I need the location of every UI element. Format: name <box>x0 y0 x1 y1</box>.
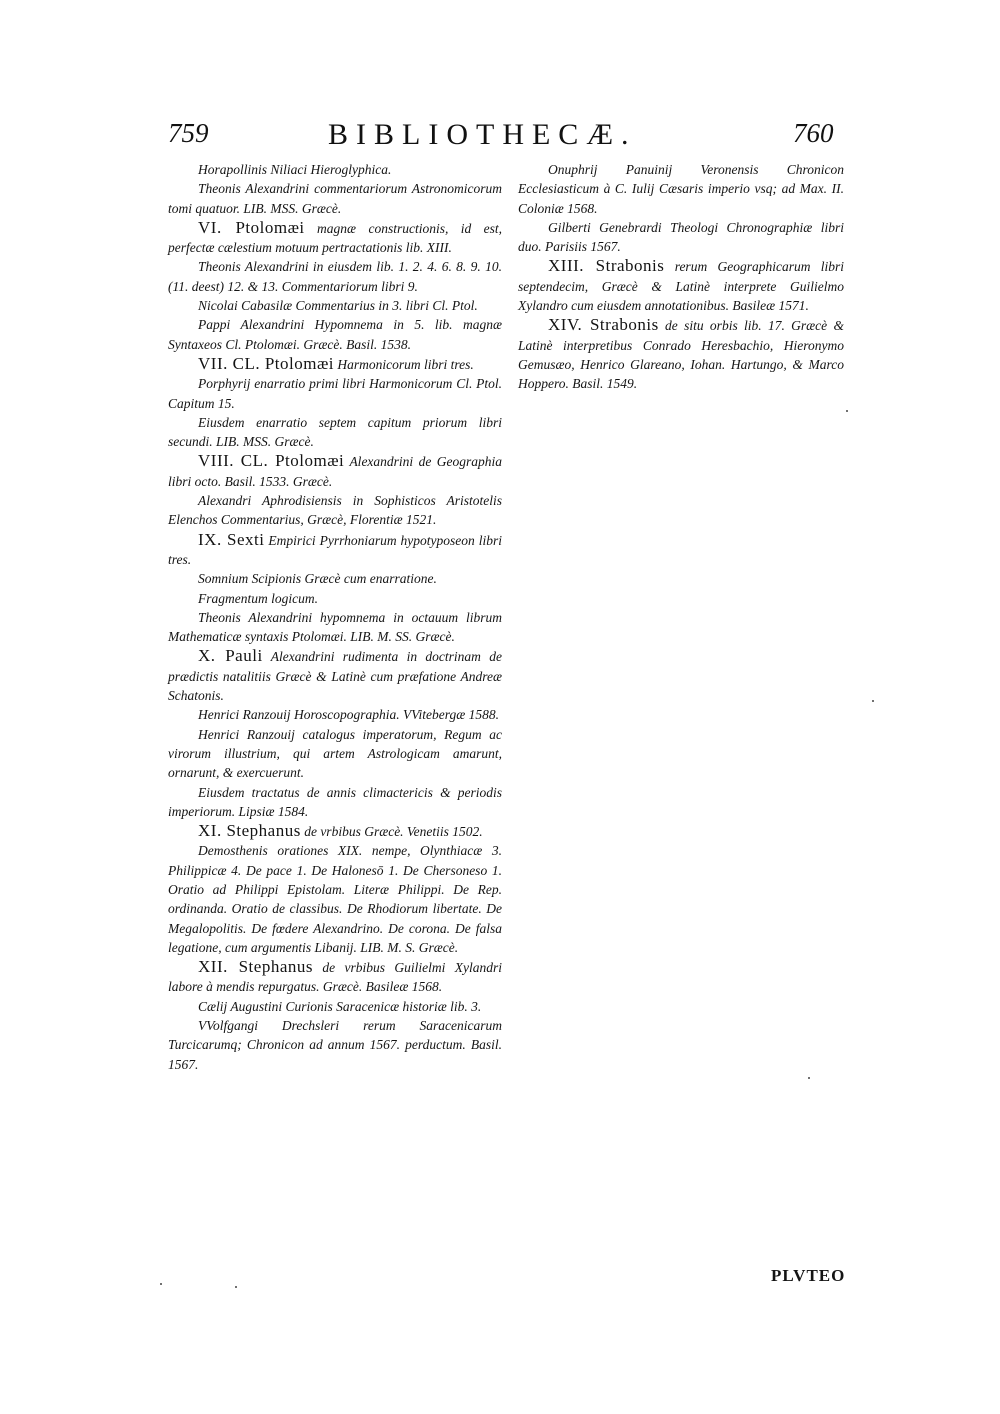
numbered-entry <box>168 821 502 841</box>
entry-number: XIV. Strabonis <box>548 315 659 335</box>
entry-text: Alexandri Aphrodisiensis in Sophisticos Aristotelis Elenchos Commentarius, Græcè, Florentiæ 1521. <box>168 493 502 528</box>
catalog-entry <box>168 783 502 822</box>
catchword: PLVTEO <box>771 1266 846 1285</box>
entry-text: de situ orbis lib. 17. Græcè & Latinè interpretibus Conrado Heresbachio, Hieronymo Gemusæo, Henrico Glareano, Iohan. Hartungo, & Marco Hoppero. Basil. 1549. <box>518 318 844 392</box>
entry-text: Eiusdem enarratio septem capitum priorum libri secundi. LIB. MSS. Græcè. <box>168 414 502 450</box>
catalog-entry <box>518 218 844 257</box>
entry-number: X. Pauli <box>198 646 263 666</box>
entry-text: Eiusdem tractatus de annis climactericis & periodis imperiorum. Lipsiæ 1584. <box>168 784 502 819</box>
entry-text: magnæ constructionis, id est, perfectæ cælestium motuum pertractationis lib. XIII. <box>168 220 503 256</box>
catalog-entry <box>518 160 844 218</box>
entry-number: IX. Sexti <box>198 529 265 549</box>
catalog-entry <box>168 296 502 315</box>
catalog-entry <box>168 160 502 179</box>
catalog-entry <box>168 608 502 647</box>
entry-text: Porphyrij enarratio primi libri Harmonicorum Cl. Ptol. Capitum 15. <box>168 376 502 411</box>
entry-text: Gilberti Genebrardi Theologi Chronographiæ libri duo. Parisiis 1567. <box>518 219 844 255</box>
catalog-entry <box>168 997 502 1016</box>
catalog-entry <box>168 179 502 218</box>
entry-number: VII. CL. Ptolomæi <box>198 353 335 373</box>
numbered-entry <box>168 646 502 705</box>
left-column <box>168 160 502 1074</box>
entry-text: VVolfgangi Drechsleri rerum Saracenicarum Turcicarumq; Chronicon ad annum 1567. perductum. Basil. 1567. <box>168 1018 502 1072</box>
entry-text: Theonis Alexandrini hypomnema in octauum librum Mathematicæ syntaxis Ptolomæi. LIB. M. SS. Græcè. <box>168 609 502 645</box>
entry-text: Alexandrini rudimenta in doctrinam de prædictis natalitiis Græcè & Latinè cum præfatione Andreæ Schatonis. <box>168 649 502 704</box>
catalog-entry <box>168 374 502 413</box>
entry-text: Harmonicorum libri tres. <box>334 356 474 372</box>
entry-text: Fragmentum logicum. <box>198 590 318 606</box>
catalog-entry <box>168 1016 502 1074</box>
numbered-entry <box>168 218 502 258</box>
entry-text: Onuphrij Panuinij Veronensis Chronicon Ecclesiasticum à C. Iulij Cæsaris imperio vsq; ad Max. II. Coloniæ 1568. <box>518 162 844 216</box>
catalog-entry <box>168 413 502 452</box>
entry-text: Henrici Ranzouij Horoscopographia. VVitebergæ 1588. <box>198 707 499 723</box>
entry-text: rerum Geographicarum libri septendecim, Græcè & Latinè interprete Guilielmo Xylandro cum eiusdem annotationibus. Basileæ 1571. <box>518 259 845 314</box>
catalog-entry <box>168 725 502 783</box>
numbered-entry <box>168 451 502 491</box>
numbered-entry <box>518 315 844 393</box>
catalog-entry <box>168 705 502 724</box>
entry-text: de vrbibus Guilielmi Xylandri labore à mendis repurgatus. Græcè. Basileæ 1568. <box>168 960 503 995</box>
catalog-entry <box>168 589 502 608</box>
catalog-entry <box>168 491 502 530</box>
scan-speck <box>235 1286 237 1288</box>
entry-text: Theonis Alexandrini commentariorum Astronomicorum tomi quatuor. LIB. MSS. Græcè. <box>168 181 502 216</box>
entry-text: Cælij Augustini Curionis Saracenicæ historiæ lib. 3. <box>198 998 482 1014</box>
page-number-left: 759 <box>168 118 209 148</box>
numbered-entry <box>168 957 502 997</box>
catalog-entry <box>168 569 502 588</box>
catalog-entry <box>168 257 502 296</box>
entry-number: XII. Stephanus <box>198 957 313 977</box>
entry-text: Empirici Pyrrhoniarum hypotyposeon libri tres. <box>168 532 502 567</box>
entry-text: Demosthenis orationes XIX. nempe, Olynthiacæ 3. Philippicæ 4. De pace 1. De Halonesō 1. De Chersoneso 1. Oratio ad Philippi Epistolam. Literæ Philippi. De Rep. ordinanda. Oratio de classibus. De Rhodiorum libertate. De Megalopolitis. De fœdere Alexandrino. De corona. De falsa legatione, cum argumentis Libanij. LIB. M. S. Græcè. <box>168 843 502 955</box>
entry-text: de vrbibus Græcè. Venetiis 1502. <box>300 824 483 840</box>
running-title: BIBLIOTHECÆ. <box>328 118 637 151</box>
entry-text: Somnium Scipionis Græcè cum enarratione. <box>198 571 437 587</box>
entry-text: Theonis Alexandrini in eiusdem lib. 1. 2. 4. 6. 8. 9. 10. (11. deest) 12. & 13. Commentariorum libri 9. <box>168 259 502 294</box>
page-number-right: 760 <box>793 118 834 148</box>
entry-text: Horapollinis Niliaci Hieroglyphica. <box>198 162 392 177</box>
scan-speck <box>846 410 848 412</box>
right-column <box>518 160 844 394</box>
catalog-entry <box>168 315 502 354</box>
scan-speck <box>808 1077 810 1079</box>
entry-number: VI. Ptolomæi <box>198 217 305 237</box>
entry-text: Henrici Ranzouij catalogus imperatorum, Regum ac virorum illustrium, qui artem Astrologicam amarunt, ornarunt, & exercuerunt. <box>168 726 502 781</box>
numbered-entry <box>168 354 502 374</box>
catalog-entry <box>168 841 502 957</box>
entry-number: VIII. CL. Ptolomæi <box>198 451 345 471</box>
scan-speck <box>160 1283 162 1285</box>
entry-number: XIII. Strabonis <box>548 256 665 276</box>
entry-number: XI. Stephanus <box>198 821 301 841</box>
numbered-entry <box>518 256 844 315</box>
entry-text: Nicolai Cabasilæ Commentarius in 3. libri Cl. Ptol. <box>198 298 478 314</box>
entry-text: Pappi Alexandrini Hypomnema in 5. lib. magnæ Syntaxeos Cl. Ptolomæi. Græcè. Basil. 1538. <box>168 317 502 352</box>
numbered-entry <box>168 530 502 570</box>
entry-text: Alexandrini de Geographia libri octo. Basil. 1533. Græcè. <box>168 454 503 489</box>
scan-speck <box>872 700 874 702</box>
